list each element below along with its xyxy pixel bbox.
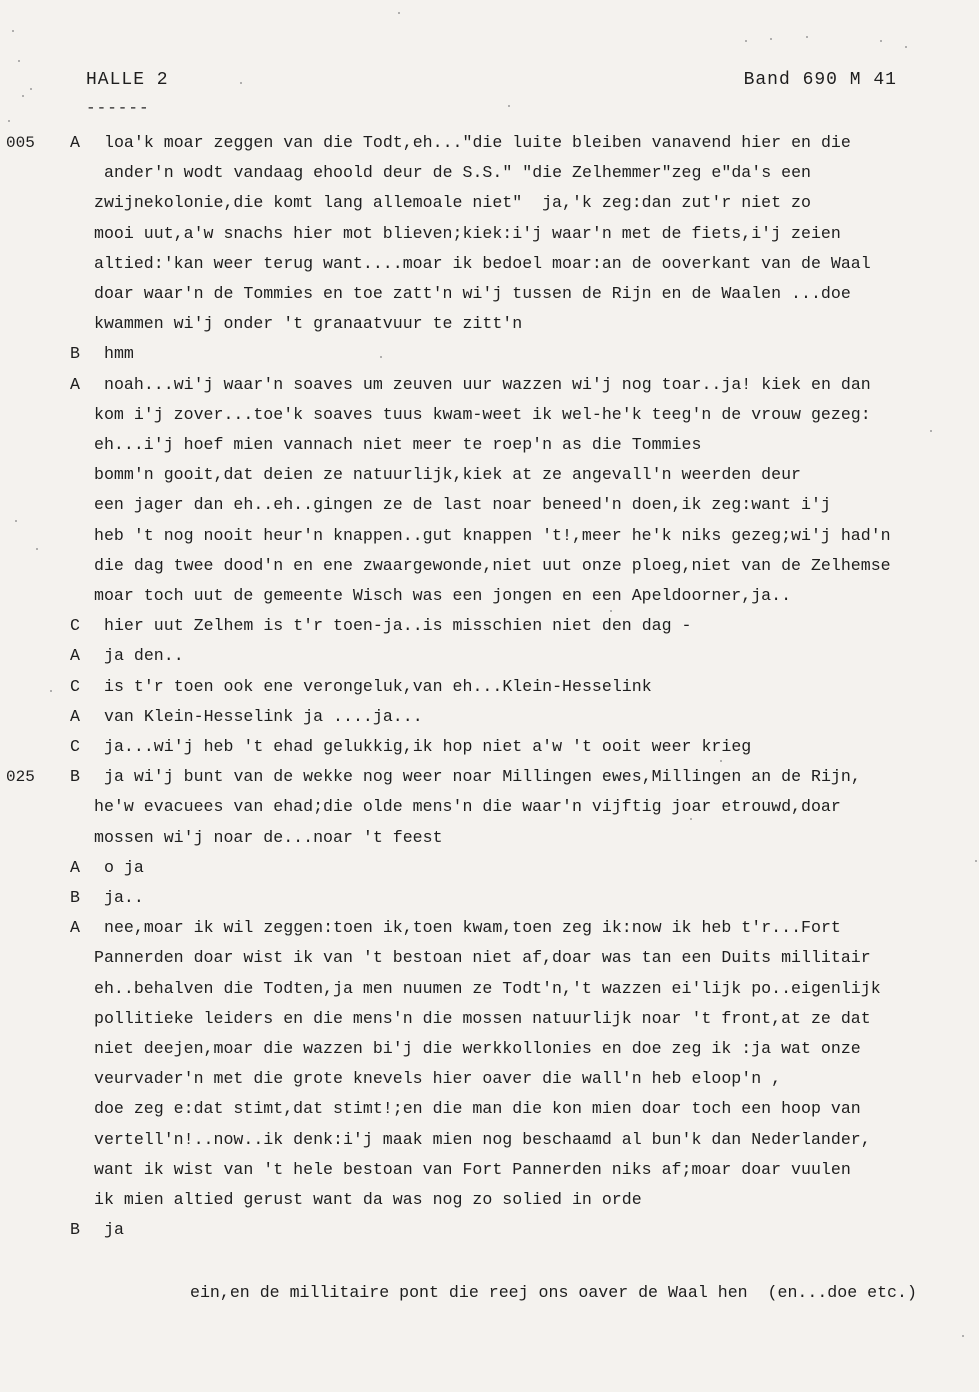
line-text: veurvader'n met die grote knevels hier oaver die wall'n heb eloop'n ,: [94, 1069, 782, 1089]
transcript-line: [0, 188, 979, 218]
speck: [22, 95, 24, 97]
transcript-line: [0, 370, 979, 400]
line-text: ja: [104, 1220, 124, 1240]
line-text: is t'r toen ook ene verongeluk,van eh...Klein-Hesselink: [104, 676, 652, 696]
transcript-line: [0, 1215, 979, 1245]
line-text: eh..behalven die Todten,ja men nuumen ze Todt'n,'t wazzen ei'lijk po..eigenlijk: [94, 978, 881, 998]
transcript-line: [0, 823, 979, 853]
speck: [690, 818, 692, 820]
speck: [12, 30, 14, 32]
transcript-line: [0, 611, 979, 641]
line-text: doar waar'n de Tommies en toe zatt'n wi'j tussen de Rijn en de Waalen ...doe: [94, 284, 851, 303]
transcript-line: [0, 339, 979, 369]
transcript-line: [0, 1155, 979, 1185]
speck: [380, 356, 382, 358]
line-text: he'w evacuees van ehad;die olde mens'n die waar'n vijftig joar etrouwd,doar: [94, 797, 841, 817]
speaker-label: A: [70, 374, 80, 394]
speck: [720, 760, 722, 762]
line-number: 005: [6, 134, 35, 152]
speck: [880, 40, 882, 42]
transcript-line: [0, 672, 979, 702]
speck: [15, 520, 17, 522]
line-text: nee,moar ik wil zeggen:toen ik,toen kwam,toen zeg ik:now ik heb t'r...Fort: [104, 918, 841, 938]
transcript-line: [0, 279, 979, 309]
speck: [905, 46, 907, 48]
transcript-line: [0, 1185, 979, 1215]
transcript-line: [0, 430, 979, 460]
transcript-line: [0, 1064, 979, 1094]
line-text: ja...wi'j heb 't ehad gelukkig,ik hop niet a'w 't ooit weer krieg: [104, 737, 752, 756]
transcript-line: [0, 490, 979, 520]
speaker-label: A: [70, 646, 80, 666]
line-text: bomm'n gooit,dat deien ze natuurlijk,kiek at ze angevall'n weerden deur: [94, 465, 802, 485]
speaker-label: B: [70, 1220, 80, 1240]
transcript-line: [0, 702, 979, 732]
line-text: die dag twee dood'n en ene zwaargewonde,niet uut onze ploeg,niet van de Zelhemse: [94, 555, 891, 575]
speck: [610, 610, 612, 612]
line-text: pollitieke leiders en die mens'n die mossen natuurlijk noar 't front,at ze dat: [94, 1008, 871, 1028]
transcript-line: [0, 732, 979, 762]
speck: [398, 12, 400, 14]
speaker-label: B: [70, 344, 80, 364]
transcript-line: [0, 883, 979, 913]
transcript-line: [0, 309, 979, 339]
line-text: moar toch uut de gemeente Wisch was een jongen en een Apeldoorner,ja..: [94, 586, 792, 605]
line-text: ja den..: [104, 646, 184, 666]
line-text: een jager dan eh..eh..gingen ze de last noar beneed'n doen,ik zeg:want i'j: [94, 495, 831, 515]
line-number: 025: [6, 768, 35, 787]
line-text: zwijnekolonie,die komt lang allemoale niet" ja,'k zeg:dan zut'r niet zo: [94, 193, 811, 213]
line-text: hmm: [104, 344, 134, 364]
transcript-line: [0, 460, 979, 490]
transcript-line: [0, 792, 979, 822]
line-text: Pannerden doar wist ik van 't bestoan niet af,doar was tan een Duits millitair: [94, 948, 871, 968]
line-text: altied:'kan weer terug want....moar ik bedoel moar:an de ooverkant van de Waal: [94, 253, 871, 273]
transcript-line: [0, 853, 979, 883]
tape-reference: Band 690 M 41: [743, 70, 897, 90]
line-text: loa'k moar zeggen van die Todt,eh..."die luite bleiben vanavend hier en die: [104, 133, 851, 152]
title-underline: ------: [86, 99, 150, 117]
line-text: vertell'n!..now..ik denk:i'j maak mien nog beschaamd al bun'k dan Nederlander,: [94, 1129, 871, 1149]
speck: [240, 82, 242, 84]
line-text: want ik wist van 't hele bestoan van Fort Pannerden niks af;moar doar vuulen: [94, 1159, 851, 1179]
speaker-label: A: [70, 133, 80, 152]
speck: [508, 105, 510, 107]
line-text: ja..: [104, 888, 144, 907]
footnote: ein,en de millitaire pont die reej ons oaver de Waal hen (en...doe etc.): [190, 1283, 917, 1302]
line-text: niet deejen,moar die wazzen bi'j die werkkollonies en doe zeg ik :ja wat onze: [94, 1039, 861, 1058]
speaker-label: A: [70, 918, 80, 938]
speck: [30, 88, 32, 90]
transcript-line: [0, 762, 979, 792]
transcript-line: [0, 641, 979, 671]
line-text: mooi uut,a'w snachs hier mot blieven;kiek:i'j waar'n met de fiets,i'j zeien: [94, 223, 841, 243]
transcript-line: [0, 943, 979, 973]
transcript-line: [0, 128, 979, 158]
transcript-line: [0, 249, 979, 279]
line-text: ik mien altied gerust want da was nog zo solied in orde: [94, 1190, 642, 1209]
speck: [50, 690, 52, 692]
line-text: heb 't nog nooit heur'n knappen..gut knappen 't!,meer he'k niks gezeg;wi'j had'n: [94, 525, 891, 545]
transcript-line: [0, 219, 979, 249]
speck: [36, 548, 38, 550]
transcript-line: [0, 1034, 979, 1064]
transcript-line: [0, 581, 979, 611]
transcript-line: [0, 158, 979, 188]
line-text: van Klein-Hesselink ja ....ja...: [104, 706, 423, 726]
line-text: kwammen wi'j onder 't granaatvuur te zitt'n: [94, 314, 523, 334]
speck: [930, 430, 932, 432]
transcript-line: [0, 400, 979, 430]
speaker-label: C: [70, 676, 80, 696]
speck: [745, 40, 747, 42]
speck: [18, 60, 20, 62]
line-text: hier uut Zelhem is t'r toen-ja..is misschien niet den dag -: [104, 616, 692, 636]
transcript-line: [0, 1125, 979, 1155]
transcript-line: [0, 1004, 979, 1034]
line-text: kom i'j zover...toe'k soaves tuus kwam-weet ik wel-he'k teeg'n de vrouw gezeg:: [94, 404, 871, 424]
line-text: ja wi'j bunt van de wekke nog weer noar Millingen ewes,Millingen an de Rijn,: [104, 767, 861, 787]
transcript-line: [0, 1094, 979, 1124]
line-text: doe zeg e:dat stimt,dat stimt!;en die man die kon mien doar toch een hoop van: [94, 1099, 861, 1119]
transcript-line: [0, 551, 979, 581]
speck: [806, 36, 808, 38]
transcript-line: [0, 521, 979, 551]
document-title: HALLE 2: [86, 70, 169, 90]
speck: [8, 120, 10, 122]
line-text: eh...i'j hoef mien vannach niet meer te roep'n as die Tommies: [94, 435, 702, 454]
speaker-label: B: [70, 888, 80, 907]
speck: [962, 1335, 964, 1337]
transcript-line: [0, 974, 979, 1004]
line-text: mossen wi'j noar de...noar 't feest: [94, 827, 443, 847]
speck: [975, 860, 977, 862]
speaker-label: A: [70, 706, 80, 726]
transcript-line: [0, 913, 979, 943]
speaker-label: A: [70, 857, 80, 877]
line-text: noah...wi'j waar'n soaves um zeuven uur wazzen wi'j nog toar..ja! kiek en dan: [104, 374, 871, 394]
speaker-label: B: [70, 767, 80, 787]
speaker-label: C: [70, 737, 80, 756]
line-text: ander'n wodt vandaag ehoold deur de S.S." "die Zelhemmer"zeg e"da's een: [104, 163, 812, 183]
line-text: o ja: [104, 857, 144, 877]
speaker-label: C: [70, 616, 80, 636]
speck: [770, 38, 772, 40]
